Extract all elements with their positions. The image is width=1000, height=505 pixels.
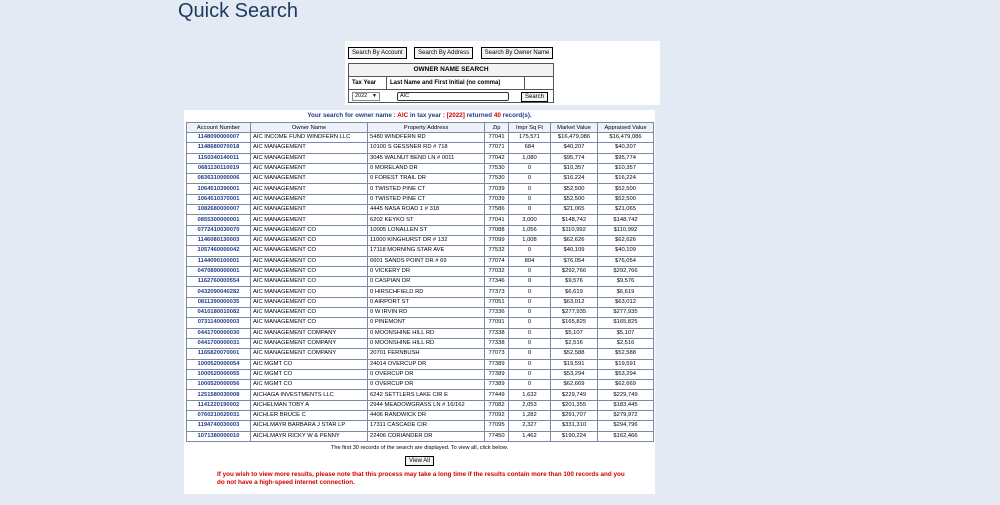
account-number-link[interactable]: 1144090100001 bbox=[187, 256, 251, 266]
zip-cell: 77346 bbox=[485, 277, 509, 287]
property-address-cell: 0 OVERCUP DR bbox=[368, 369, 485, 379]
results-table bbox=[186, 122, 654, 442]
impr-sqft-cell: 0 bbox=[509, 328, 551, 338]
property-address-cell: 0 PINEMONT bbox=[368, 318, 485, 328]
market-value-cell: $40,109 bbox=[551, 246, 598, 256]
appraised-value-cell: $52,500 bbox=[598, 184, 654, 194]
property-address-cell: 0 AIRPORT ST bbox=[368, 297, 485, 307]
zip-cell: 77073 bbox=[485, 349, 509, 359]
table-row bbox=[187, 308, 654, 318]
owner-name-cell: AIC MANAGEMENT bbox=[251, 163, 368, 173]
market-value-cell: $62,626 bbox=[551, 235, 598, 245]
table-row bbox=[187, 133, 654, 143]
search-by-owner-name-button[interactable]: Search By Owner Name bbox=[481, 47, 554, 59]
impr-sqft-cell: 0 bbox=[509, 308, 551, 318]
appraised-value-cell: $229,749 bbox=[598, 390, 654, 400]
summary-returned: returned bbox=[466, 112, 493, 119]
owner-name-cell: AIC MGMT CO bbox=[251, 359, 368, 369]
market-value-cell: $277,935 bbox=[551, 308, 598, 318]
table-row bbox=[187, 174, 654, 184]
zip-cell: 77389 bbox=[485, 380, 509, 390]
account-number-link[interactable]: 1141220190002 bbox=[187, 400, 251, 410]
column-header: Property Address bbox=[368, 123, 485, 133]
impr-sqft-cell: 0 bbox=[509, 359, 551, 369]
market-value-cell: $21,065 bbox=[551, 205, 598, 215]
property-address-cell: 4406 RANDWICK DR bbox=[368, 411, 485, 421]
results-panel bbox=[184, 110, 655, 494]
market-value-cell: $331,310 bbox=[551, 421, 598, 431]
property-address-cell: 0 TWISTED PINE CT bbox=[368, 194, 485, 204]
property-address-cell: 4445 NASA ROAD 1 # 318 bbox=[368, 205, 485, 215]
property-address-cell: 6202 KEYKO ST bbox=[368, 215, 485, 225]
account-number-link[interactable]: 1057460000042 bbox=[187, 246, 251, 256]
table-row bbox=[187, 143, 654, 153]
table-row bbox=[187, 328, 654, 338]
owner-name-cell: AIC MANAGEMENT COMPANY bbox=[251, 328, 368, 338]
appraised-value-cell: $16,224 bbox=[598, 174, 654, 184]
impr-sqft-cell: 0 bbox=[509, 369, 551, 379]
zip-cell: 77373 bbox=[485, 287, 509, 297]
warning-message: If you wish to view more results, please note that this process may take a long time if the results contain more than 100 records and you do not have a high-speed internet connection. bbox=[217, 470, 625, 486]
table-row bbox=[187, 277, 654, 287]
account-number-link[interactable]: 0760210020031 bbox=[187, 411, 251, 421]
table-row bbox=[187, 349, 654, 359]
owner-name-cell: AIC MANAGEMENT COMPANY bbox=[251, 349, 368, 359]
table-row bbox=[187, 411, 654, 421]
zip-cell: 77450 bbox=[485, 431, 509, 441]
owner-name-cell: AIC INCOME FUND WINDFERN LLC bbox=[251, 133, 368, 143]
appraised-value-cell: $183,445 bbox=[598, 400, 654, 410]
market-value-cell: $63,012 bbox=[551, 297, 598, 307]
impr-sqft-cell: 1,632 bbox=[509, 390, 551, 400]
market-value-cell: $110,992 bbox=[551, 225, 598, 235]
impr-sqft-cell: 1,080 bbox=[509, 153, 551, 163]
zip-cell: 77051 bbox=[485, 297, 509, 307]
form-header: OWNER NAME SEARCH bbox=[349, 64, 553, 77]
summary-middle: in tax year : bbox=[409, 112, 445, 119]
column-header: Owner Name bbox=[251, 123, 368, 133]
account-number-link[interactable]: 0731140000003 bbox=[187, 318, 251, 328]
view-all-button[interactable]: View All bbox=[405, 456, 434, 466]
appraised-value-cell: $52,500 bbox=[598, 194, 654, 204]
market-value-cell: $16,224 bbox=[551, 174, 598, 184]
impr-sqft-cell: 0 bbox=[509, 266, 551, 276]
owner-name-cell: AICHLMAYR BARBARA J STAR LP bbox=[251, 421, 368, 431]
search-tabs bbox=[348, 41, 556, 59]
market-value-cell: $148,742 bbox=[551, 215, 598, 225]
table-row bbox=[187, 400, 654, 410]
property-address-cell: 10005 LONALLEN ST bbox=[368, 225, 485, 235]
zip-cell: 77041 bbox=[485, 133, 509, 143]
owner-name-cell: AIC MANAGEMENT bbox=[251, 205, 368, 215]
chevron-down-icon: ▼ bbox=[372, 93, 377, 99]
property-address-cell: 24014 OVERCUP DR bbox=[368, 359, 485, 369]
summary-prefix: Your search for owner name : bbox=[307, 112, 396, 119]
owner-name-cell: AICHELMAN TOBY A bbox=[251, 400, 368, 410]
account-number-link[interactable]: 1000520000055 bbox=[187, 369, 251, 379]
zip-cell: 77074 bbox=[485, 256, 509, 266]
owner-name-cell: AIC MANAGEMENT bbox=[251, 215, 368, 225]
table-row bbox=[187, 369, 654, 379]
table-row bbox=[187, 390, 654, 400]
property-address-cell: 0 W IRVIN RD bbox=[368, 308, 485, 318]
column-header: Account Number bbox=[187, 123, 251, 133]
impr-sqft-cell: 0 bbox=[509, 174, 551, 184]
summary-count: 40 bbox=[493, 112, 501, 119]
appraised-value-cell: $95,774 bbox=[598, 153, 654, 163]
table-row bbox=[187, 266, 654, 276]
appraised-value-cell: $6,619 bbox=[598, 287, 654, 297]
account-number-link[interactable]: 1000520000056 bbox=[187, 380, 251, 390]
impr-sqft-cell: 1,008 bbox=[509, 235, 551, 245]
impr-sqft-cell: 0 bbox=[509, 277, 551, 287]
zip-cell: 77039 bbox=[485, 184, 509, 194]
market-value-cell: $229,749 bbox=[551, 390, 598, 400]
zip-cell: 77041 bbox=[485, 215, 509, 225]
property-address-cell: 6601 SANDS POINT DR # 69 bbox=[368, 256, 485, 266]
column-header: Zip bbox=[485, 123, 509, 133]
impr-sqft-cell: 0 bbox=[509, 297, 551, 307]
account-number-link[interactable]: 0441700000031 bbox=[187, 338, 251, 348]
column-header: Market Value bbox=[551, 123, 598, 133]
summary-suffix: record(s). bbox=[502, 112, 532, 119]
owner-name-cell: AIC MANAGEMENT CO bbox=[251, 318, 368, 328]
market-value-cell: $52,588 bbox=[551, 349, 598, 359]
impr-sqft-cell: 3,000 bbox=[509, 215, 551, 225]
market-value-cell: $6,619 bbox=[551, 287, 598, 297]
account-number-link[interactable]: 1064510370001 bbox=[187, 194, 251, 204]
owner-name-cell: AIC MANAGEMENT bbox=[251, 184, 368, 194]
owner-name-cell: AIC MANAGEMENT CO bbox=[251, 297, 368, 307]
impr-sqft-cell: 1,462 bbox=[509, 431, 551, 441]
account-number-link[interactable]: 1165820070001 bbox=[187, 349, 251, 359]
owner-name-cell: AIC MGMT CO bbox=[251, 369, 368, 379]
table-row bbox=[187, 338, 654, 348]
table-row bbox=[187, 380, 654, 390]
account-number-link[interactable]: 1162760000554 bbox=[187, 277, 251, 287]
owner-name-cell: AIC MANAGEMENT CO bbox=[251, 225, 368, 235]
zip-cell: 77449 bbox=[485, 390, 509, 400]
market-value-cell: $165,825 bbox=[551, 318, 598, 328]
table-row bbox=[187, 225, 654, 235]
account-number-link[interactable]: 1064510390001 bbox=[187, 184, 251, 194]
table-row bbox=[187, 194, 654, 204]
owner-name-cell: AIC MANAGEMENT bbox=[251, 153, 368, 163]
account-number-link[interactable]: 1194740030003 bbox=[187, 421, 251, 431]
property-address-cell: 0 CASPIAN DR bbox=[368, 277, 485, 287]
zip-cell: 77338 bbox=[485, 338, 509, 348]
account-number-link[interactable]: 1251580030008 bbox=[187, 390, 251, 400]
property-address-cell: 10100 S GESSNER RD # 718 bbox=[368, 143, 485, 153]
property-address-cell: 0 HIRSCHFIELD RD bbox=[368, 287, 485, 297]
impr-sqft-cell: 0 bbox=[509, 349, 551, 359]
market-value-cell: $16,479,086 bbox=[551, 133, 598, 143]
zip-cell: 77032 bbox=[485, 266, 509, 276]
owner-name-cell: AIC MGMT CO bbox=[251, 380, 368, 390]
tax-year-value: 2022 bbox=[355, 93, 368, 99]
impr-sqft-cell: 0 bbox=[509, 246, 551, 256]
appraised-value-cell: $5,107 bbox=[598, 328, 654, 338]
account-number-link[interactable]: 0432090040282 bbox=[187, 287, 251, 297]
tax-year-label: Tax Year bbox=[349, 77, 387, 89]
appraised-value-cell: $292,766 bbox=[598, 266, 654, 276]
market-value-cell: $10,357 bbox=[551, 163, 598, 173]
property-address-cell: 0 FOREST TRAIL DR bbox=[368, 174, 485, 184]
owner-name-cell: AIC MANAGEMENT COMPANY bbox=[251, 338, 368, 348]
owner-name-cell: AIC MANAGEMENT CO bbox=[251, 308, 368, 318]
appraised-value-cell: $52,588 bbox=[598, 349, 654, 359]
account-number-link[interactable]: 1000520000054 bbox=[187, 359, 251, 369]
impr-sqft-cell: 0 bbox=[509, 205, 551, 215]
impr-sqft-cell: 0 bbox=[509, 338, 551, 348]
owner-name-cell: AIC MANAGEMENT CO bbox=[251, 266, 368, 276]
column-header: Impr Sq Ft bbox=[509, 123, 551, 133]
table-row bbox=[187, 297, 654, 307]
appraised-value-cell: $76,054 bbox=[598, 256, 654, 266]
table-row bbox=[187, 235, 654, 245]
appraised-value-cell: $63,012 bbox=[598, 297, 654, 307]
summary-query: AIC bbox=[397, 112, 409, 119]
owner-name-cell: AICHAGA INVESTMENTS LLC bbox=[251, 390, 368, 400]
table-row bbox=[187, 359, 654, 369]
appraised-value-cell: $110,992 bbox=[598, 225, 654, 235]
owner-name-label: Last Name and First Initial (no comma) bbox=[387, 77, 525, 89]
impr-sqft-cell: 0 bbox=[509, 163, 551, 173]
appraised-value-cell: $279,972 bbox=[598, 411, 654, 421]
impr-sqft-cell: 0 bbox=[509, 318, 551, 328]
table-row bbox=[187, 153, 654, 163]
appraised-value-cell: $277,935 bbox=[598, 308, 654, 318]
account-number-link[interactable]: 0811390000035 bbox=[187, 297, 251, 307]
account-number-link[interactable]: 0836310000006 bbox=[187, 174, 251, 184]
impr-sqft-cell: 0 bbox=[509, 184, 551, 194]
owner-name-search-form bbox=[348, 63, 554, 103]
property-address-cell: 17311 CASCADE CIR bbox=[368, 421, 485, 431]
appraised-value-cell: $294,796 bbox=[598, 421, 654, 431]
zip-cell: 77530 bbox=[485, 174, 509, 184]
search-panel bbox=[345, 41, 660, 105]
property-address-cell: 0 MOONSHINE HILL RD bbox=[368, 328, 485, 338]
market-value-cell: $190,224 bbox=[551, 431, 598, 441]
owner-name-cell: AIC MANAGEMENT bbox=[251, 143, 368, 153]
results-note: The first 30 records of the search are displayed. To view all, click below. bbox=[330, 444, 509, 451]
appraised-value-cell: $21,065 bbox=[598, 205, 654, 215]
zip-cell: 77389 bbox=[485, 359, 509, 369]
account-number-link[interactable]: 0410180010082 bbox=[187, 308, 251, 318]
appraised-value-cell: $148,742 bbox=[598, 215, 654, 225]
property-address-cell: 0 OVERCUP DR bbox=[368, 380, 485, 390]
table-row bbox=[187, 215, 654, 225]
market-value-cell: $292,766 bbox=[551, 266, 598, 276]
search-by-account-button[interactable]: Search By Account bbox=[348, 47, 407, 59]
impr-sqft-cell: 1,282 bbox=[509, 411, 551, 421]
account-number-link[interactable]: 1071380000010 bbox=[187, 431, 251, 441]
account-number-link[interactable]: 0441700000030 bbox=[187, 328, 251, 338]
impr-sqft-cell: 0 bbox=[509, 194, 551, 204]
account-number-link[interactable]: 1150340140011 bbox=[187, 153, 251, 163]
owner-name-input[interactable]: AIC bbox=[397, 92, 509, 101]
account-number-link[interactable]: 1082680000007 bbox=[187, 205, 251, 215]
market-value-cell: $95,774 bbox=[551, 153, 598, 163]
table-row bbox=[187, 205, 654, 215]
market-value-cell: $9,576 bbox=[551, 277, 598, 287]
market-value-cell: $40,207 bbox=[551, 143, 598, 153]
appraised-value-cell: $19,591 bbox=[598, 359, 654, 369]
owner-name-cell: AICHLMAYR RICKY W & PENNY bbox=[251, 431, 368, 441]
owner-name-cell: AIC MANAGEMENT CO bbox=[251, 235, 368, 245]
property-address-cell: 0 MOONSHINE HILL RD bbox=[368, 338, 485, 348]
page-title: Quick Search bbox=[178, 0, 299, 22]
zip-cell: 77099 bbox=[485, 235, 509, 245]
zip-cell: 77338 bbox=[485, 328, 509, 338]
search-summary bbox=[184, 110, 655, 122]
account-number-link[interactable]: 1148680070018 bbox=[187, 143, 251, 153]
owner-name-cell: AIC MANAGEMENT bbox=[251, 194, 368, 204]
table-row bbox=[187, 318, 654, 328]
zip-cell: 77336 bbox=[485, 308, 509, 318]
property-address-cell: 2944 MEADOWGRASS LN # 16/162 bbox=[368, 400, 485, 410]
property-address-cell: 22406 CORIANDER DR bbox=[368, 431, 485, 441]
property-address-cell: 20701 FERNBUSH bbox=[368, 349, 485, 359]
account-number-link[interactable]: 0772410030070 bbox=[187, 225, 251, 235]
market-value-cell: $52,500 bbox=[551, 184, 598, 194]
account-number-link[interactable]: 0855300000001 bbox=[187, 215, 251, 225]
property-address-cell: 3045 WALNUT BEND LN # 0011 bbox=[368, 153, 485, 163]
appraised-value-cell: $2,516 bbox=[598, 338, 654, 348]
zip-cell: 77530 bbox=[485, 163, 509, 173]
summary-year: [2022] bbox=[446, 112, 465, 119]
appraised-value-cell: $62,626 bbox=[598, 235, 654, 245]
table-row bbox=[187, 163, 654, 173]
owner-name-cell: AIC MANAGEMENT CO bbox=[251, 287, 368, 297]
owner-name-cell: AIC MANAGEMENT CO bbox=[251, 277, 368, 287]
impr-sqft-cell: 175,571 bbox=[509, 133, 551, 143]
account-number-link[interactable]: 0470890000001 bbox=[187, 266, 251, 276]
appraised-value-cell: $53,294 bbox=[598, 369, 654, 379]
zip-cell: 77532 bbox=[485, 246, 509, 256]
owner-name-cell: AIC MANAGEMENT bbox=[251, 174, 368, 184]
impr-sqft-cell: 0 bbox=[509, 380, 551, 390]
impr-sqft-cell: 684 bbox=[509, 143, 551, 153]
property-address-cell: 0 MORELAND DR bbox=[368, 163, 485, 173]
market-value-cell: $2,516 bbox=[551, 338, 598, 348]
owner-name-cell: AIC MANAGEMENT CO bbox=[251, 256, 368, 266]
property-address-cell: 5480 WINDFERN RD bbox=[368, 133, 485, 143]
zip-cell: 77039 bbox=[485, 194, 509, 204]
zip-cell: 77095 bbox=[485, 421, 509, 431]
search-by-address-button[interactable]: Search By Address bbox=[414, 47, 473, 59]
market-value-cell: $291,707 bbox=[551, 411, 598, 421]
table-row bbox=[187, 287, 654, 297]
impr-sqft-cell: 0 bbox=[509, 287, 551, 297]
owner-name-cell: AIC MANAGEMENT CO bbox=[251, 246, 368, 256]
impr-sqft-cell: 2,327 bbox=[509, 421, 551, 431]
tax-year-select[interactable] bbox=[352, 92, 380, 101]
market-value-cell: $19,591 bbox=[551, 359, 598, 369]
market-value-cell: $62,669 bbox=[551, 380, 598, 390]
market-value-cell: $76,054 bbox=[551, 256, 598, 266]
appraised-value-cell: $16,479,086 bbox=[598, 133, 654, 143]
appraised-value-cell: $9,576 bbox=[598, 277, 654, 287]
table-row bbox=[187, 421, 654, 431]
table-row bbox=[187, 184, 654, 194]
appraised-value-cell: $62,669 bbox=[598, 380, 654, 390]
zip-cell: 77091 bbox=[485, 318, 509, 328]
property-address-cell: 11000 KINGHURST DR # 132 bbox=[368, 235, 485, 245]
zip-cell: 77071 bbox=[485, 143, 509, 153]
market-value-cell: $201,355 bbox=[551, 400, 598, 410]
account-number-link[interactable]: 0681130110019 bbox=[187, 163, 251, 173]
table-row bbox=[187, 246, 654, 256]
market-value-cell: $5,107 bbox=[551, 328, 598, 338]
column-header: Appraised Value bbox=[598, 123, 654, 133]
zip-cell: 77082 bbox=[485, 400, 509, 410]
impr-sqft-cell: 1,056 bbox=[509, 225, 551, 235]
zip-cell: 77586 bbox=[485, 205, 509, 215]
appraised-value-cell: $165,825 bbox=[598, 318, 654, 328]
impr-sqft-cell: 2,053 bbox=[509, 400, 551, 410]
zip-cell: 77088 bbox=[485, 225, 509, 235]
account-number-link[interactable]: 1148090000007 bbox=[187, 133, 251, 143]
market-value-cell: $52,500 bbox=[551, 194, 598, 204]
zip-cell: 77092 bbox=[485, 411, 509, 421]
property-address-cell: 17118 MORNING STAR AVE bbox=[368, 246, 485, 256]
appraised-value-cell: $162,466 bbox=[598, 431, 654, 441]
property-address-cell: 0 TWISTED PINE CT bbox=[368, 184, 485, 194]
account-number-link[interactable]: 1146080130003 bbox=[187, 235, 251, 245]
appraised-value-cell: $10,357 bbox=[598, 163, 654, 173]
market-value-cell: $53,294 bbox=[551, 369, 598, 379]
table-row bbox=[187, 256, 654, 266]
table-row bbox=[187, 431, 654, 441]
zip-cell: 77389 bbox=[485, 369, 509, 379]
owner-name-cell: AICHLER BRUCE C bbox=[251, 411, 368, 421]
property-address-cell: 6242 SETTLERS LAKE CIR E bbox=[368, 390, 485, 400]
impr-sqft-cell: 804 bbox=[509, 256, 551, 266]
appraised-value-cell: $40,109 bbox=[598, 246, 654, 256]
zip-cell: 77042 bbox=[485, 153, 509, 163]
property-address-cell: 0 VICKERY DR bbox=[368, 266, 485, 276]
table-header-row bbox=[187, 123, 654, 133]
appraised-value-cell: $40,207 bbox=[598, 143, 654, 153]
search-button[interactable]: Search bbox=[521, 92, 548, 102]
